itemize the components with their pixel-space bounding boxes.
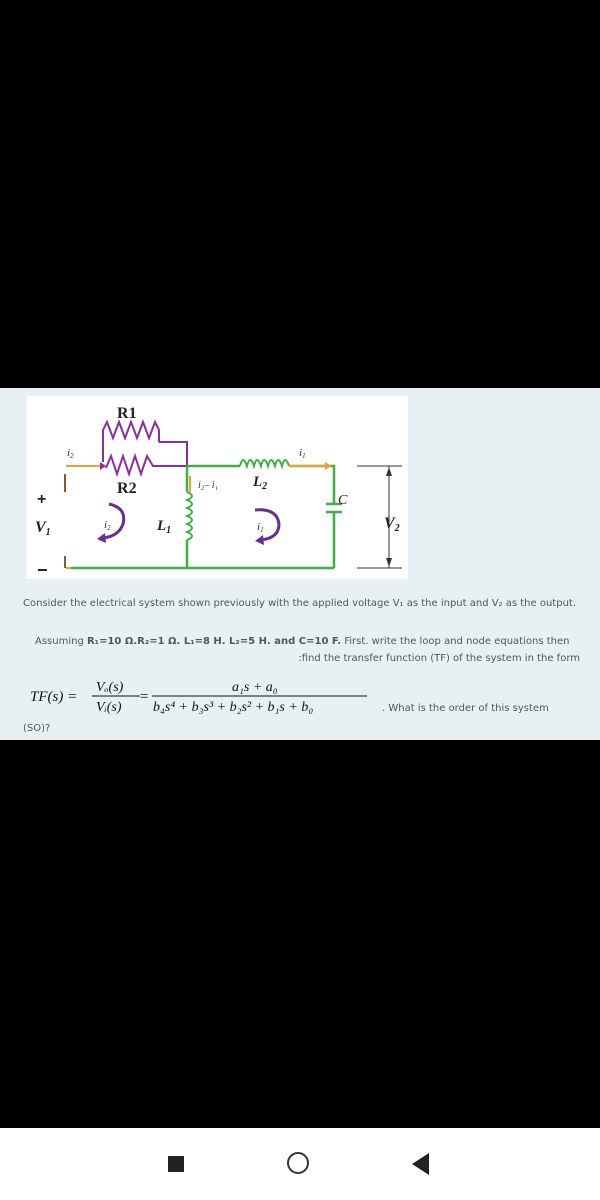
inductor-l1 [187,492,192,540]
label-c: C [338,493,348,508]
assume-prefix: Assuming [35,636,87,647]
eq-lhs: TF(s) = [30,689,78,705]
loop1-arrow-head [97,533,106,543]
square-icon[interactable] [168,1156,184,1172]
inductor-l2 [240,460,289,466]
v2-bracket [357,466,402,568]
circuit-diagram [27,396,408,579]
eq-den2: b₄s⁴ + b₃s³ + b₂s² + b₁s + b₀ [153,700,314,715]
resistor-r2 [106,442,187,474]
label-i1-top: i1 [299,447,306,460]
label-i2-minus-i1: i₂– i₁ [198,480,219,491]
eq-num2: a₁s + a₀ [232,680,278,695]
question-line-2 [35,634,580,649]
label-l2: $L_2$ [253,474,268,492]
eq-equals: = [140,689,149,705]
android-nav-bar [0,1128,600,1200]
label-plus: + [37,491,47,508]
question-order: (SO)? [23,723,51,734]
label-i2-top: i2 [67,447,74,460]
assume-values: R₁=10 Ω.R₂=1 Ω. L₁=8 H. L₂=5 H. and C=10 F. [86,636,342,647]
label-loop2: i1 [257,521,264,534]
question-tail: . What is the order of this system [382,703,549,714]
eq-num1: Vₒ(s) [96,680,124,695]
question-line-1: Consider the electrical system shown previously with the applied voltage V₁ as the input and V₂ as the output. [23,598,577,609]
loop2-arrow-head [255,535,264,545]
label-v2: V2 [384,515,400,534]
arrow-in-top-head [100,462,106,470]
question-content [0,388,600,740]
circle-icon[interactable] [287,1152,309,1174]
assume-suffix: First. write the loop and node equations then [341,636,570,647]
circuit-svg [27,396,408,579]
label-loop1: i2 [104,519,111,532]
v2-arrow-up [386,467,392,476]
resistor-r1 [103,422,159,442]
label-l1: $L_1$ [157,518,172,536]
label-r1: R1 [117,405,137,422]
transfer-function-equation [22,671,382,717]
triangle-icon[interactable] [412,1153,429,1175]
eq-den1: Vᵢ(s) [96,700,122,715]
arrow-i1-head [325,462,332,470]
label-r2: R2 [117,480,137,497]
label-minus: − [37,560,48,579]
label-v1: V1 [35,519,51,538]
capacitor [326,504,342,568]
wire-top-right [289,466,334,504]
question-line-3: :find the transfer function (TF) of the system in the form [298,653,580,664]
v2-arrow-down [386,558,392,567]
